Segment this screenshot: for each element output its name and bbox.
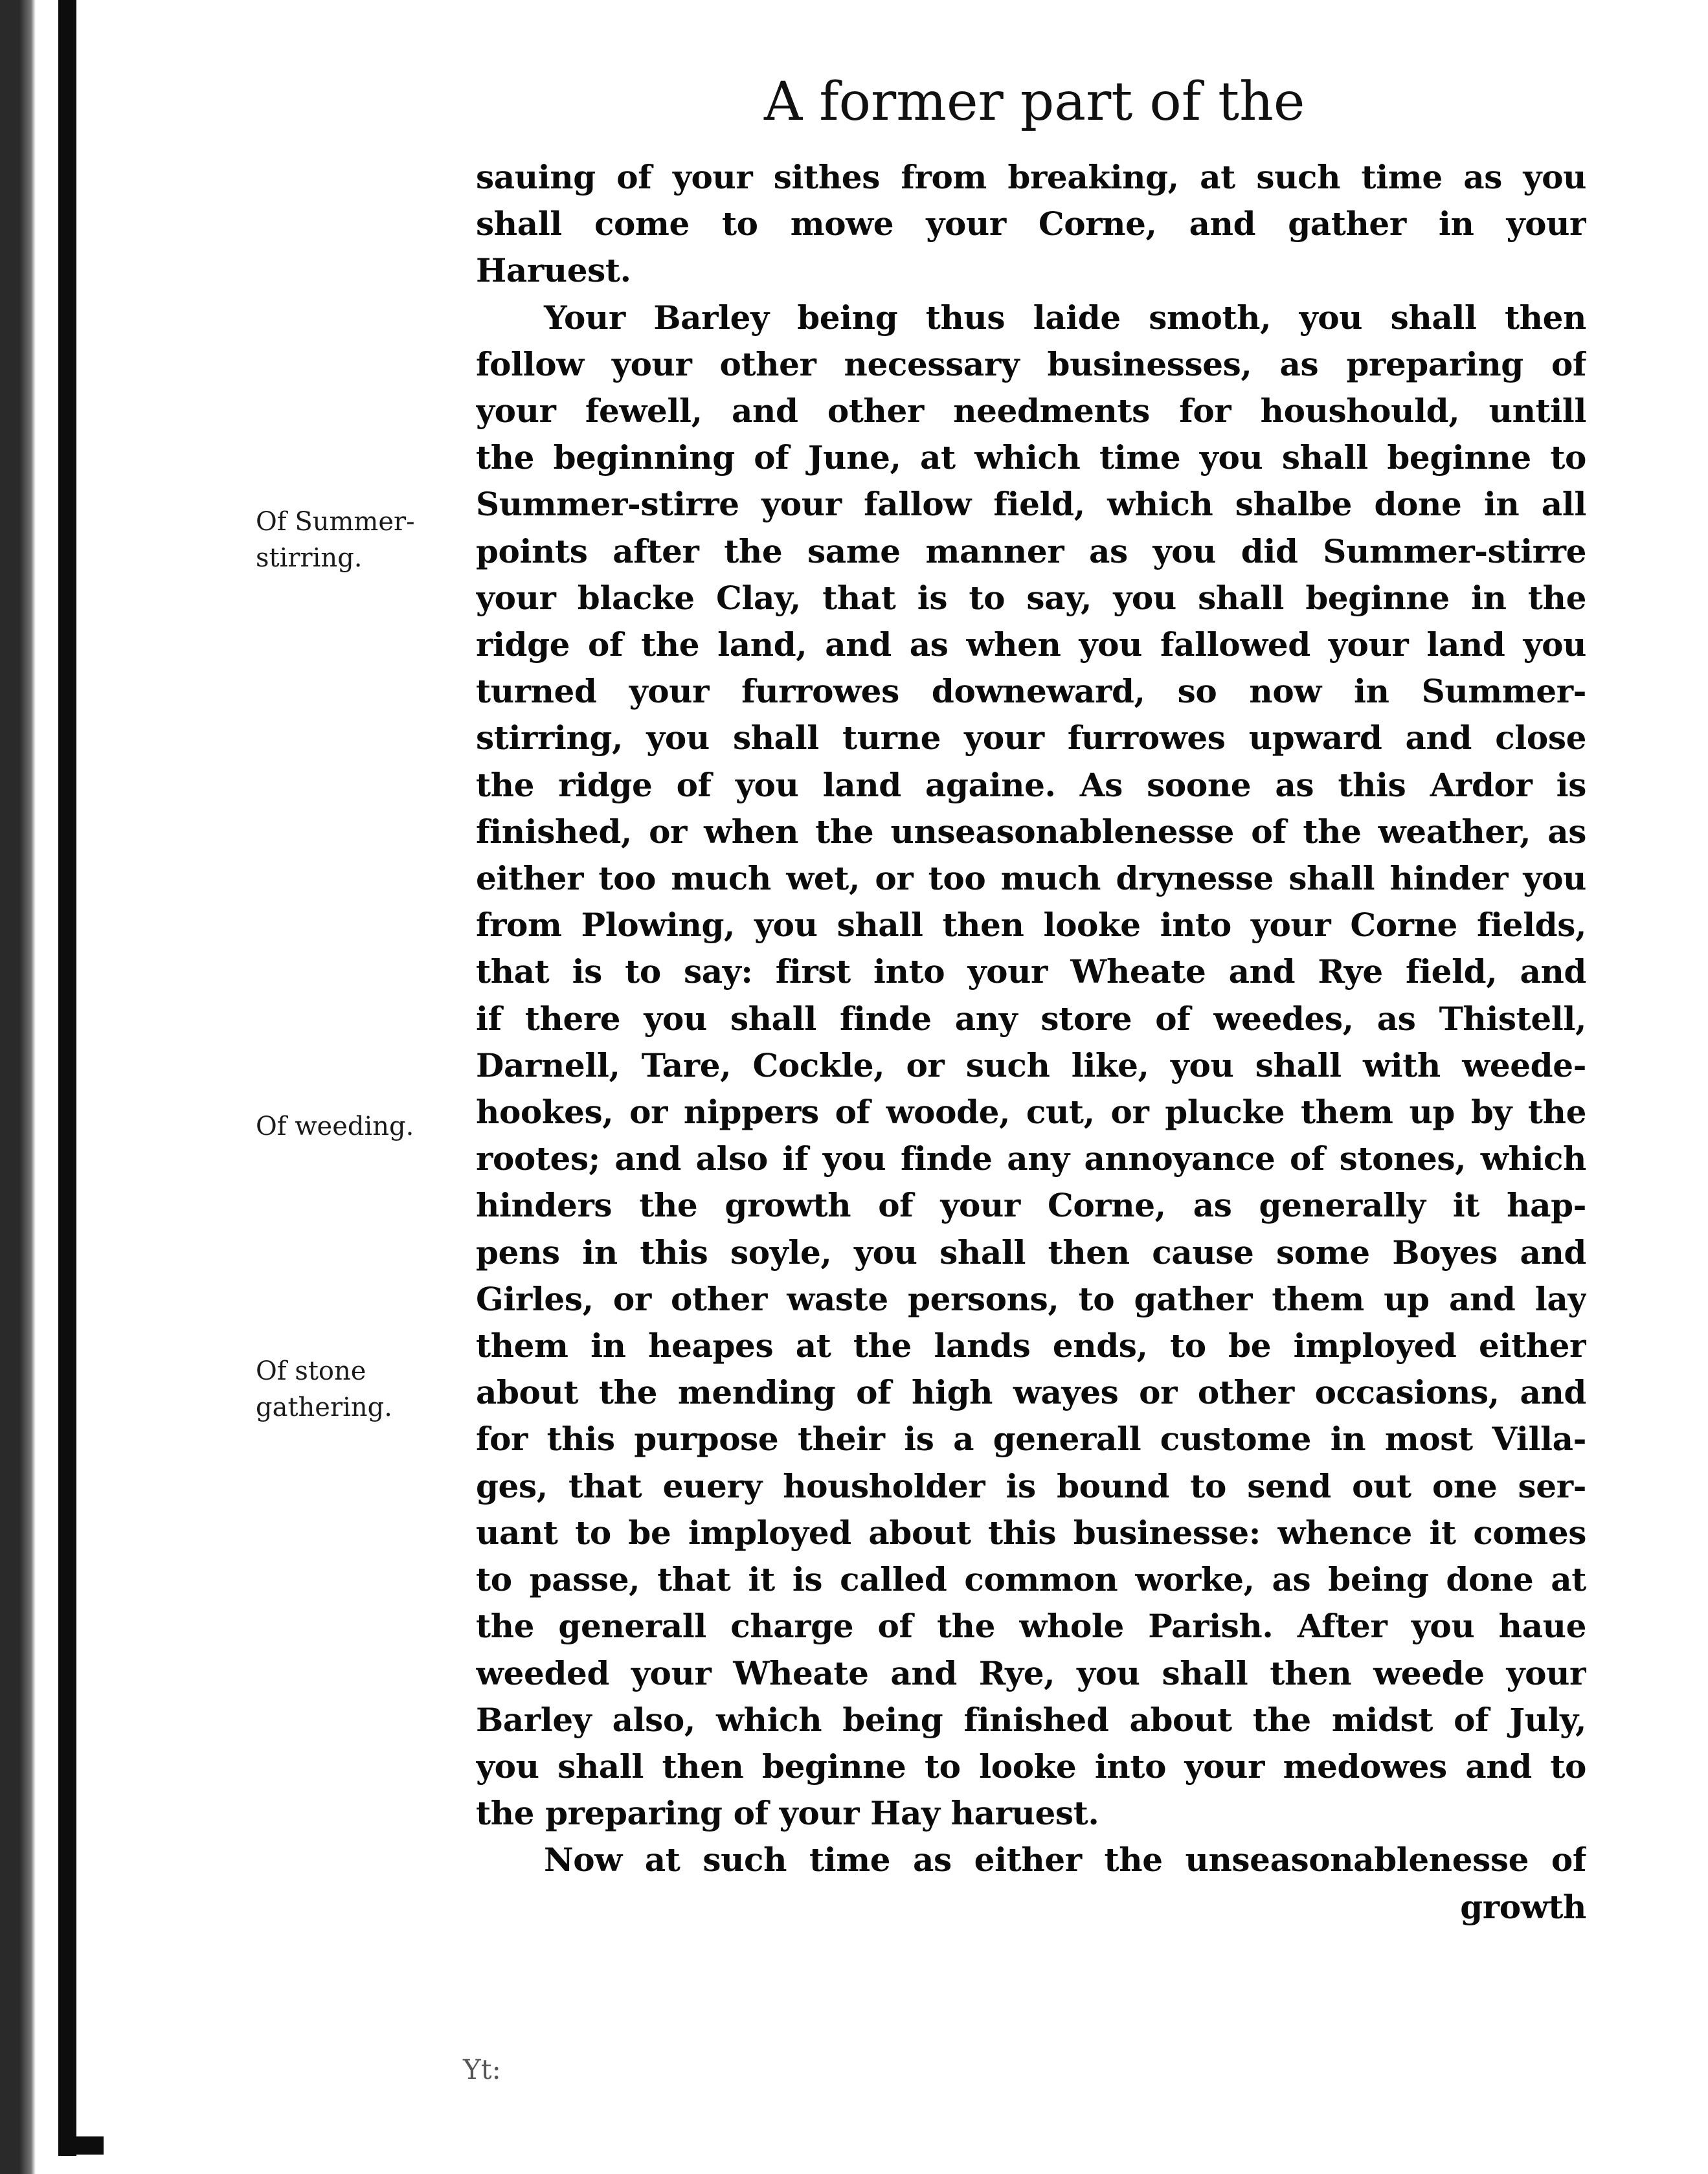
text-line: points after the same manner as you did Summer-stirre — [476, 532, 1586, 570]
margin-note-weeding — [256, 1108, 463, 1145]
text-line: follow your other necessary businesses, as preparing of — [476, 344, 1586, 383]
text-line: ges, that euery housholder is bound to send out one ser- — [476, 1466, 1586, 1505]
text-line: Girles, or other waste persons, to gather them up and lay — [476, 1279, 1586, 1318]
margin-note-stone-gathering — [256, 1353, 463, 1426]
margin-note-line: Of stone — [256, 1356, 366, 1386]
text-line: that is to say: first into your Wheate and Rye field, and — [476, 952, 1586, 991]
text-line: the generall charge of the whole Parish. After you haue — [476, 1607, 1586, 1646]
text-line: turned your furrowes downeward, so now in Summer- — [476, 672, 1586, 711]
text-line: stirring, you shall turne your furrowes upward and close — [476, 719, 1586, 757]
binding-shadow — [0, 0, 36, 2174]
binding-rule-foot — [58, 2136, 104, 2155]
margin-note-summer-stirring — [256, 504, 463, 576]
text-line: pens in this soyle, you shall then cause some Boyes and — [476, 1233, 1586, 1272]
text-line: for this purpose their is a generall custome in most Villa- — [476, 1420, 1586, 1459]
text-line: Barley also, which being finished about the midst of July, — [476, 1700, 1586, 1739]
text-line: about the mending of high wayes or other occasions, and — [476, 1373, 1586, 1412]
text-line: sauing of your sithes from breaking, at such time as you — [476, 158, 1586, 196]
text-line: them in heapes at the lands ends, to be imployed either — [476, 1327, 1586, 1365]
signature-mark: Yt: — [463, 2054, 501, 2085]
text-line: the preparing of your Hay haruest. — [476, 1794, 1099, 1833]
binding-rule — [58, 0, 76, 2156]
text-line: Haruest. — [476, 251, 631, 290]
catchword: growth — [1460, 1887, 1586, 1926]
text-line: the ridge of you land againe. As soone as this Ardor is — [476, 765, 1586, 804]
running-head: A former part of the — [764, 71, 1305, 133]
text-line: from Plowing, you shall then looke into your Corne fields, — [476, 906, 1586, 945]
margin-note-line: gathering. — [256, 1393, 392, 1422]
text-line: you shall then beginne to looke into your medowes and to — [476, 1747, 1586, 1786]
text-line: if there you shall finde any store of weedes, as Thistell, — [476, 999, 1586, 1038]
text-line: rootes; and also if you finde any annoyance of stones, which — [476, 1139, 1586, 1178]
text-line: finished, or when the unseasonablenesse of the weather, as — [476, 812, 1586, 851]
text-line: hookes, or nippers of woode, cut, or plucke them up by the — [476, 1093, 1586, 1132]
margin-note-line: Of weeding. — [256, 1112, 414, 1141]
body-text — [476, 154, 1586, 1931]
text-line: Summer-stirre your fallow field, which shalbe done in all — [476, 485, 1586, 524]
text-line: Now at such time as either the unseasonablenesse of — [544, 1841, 1586, 1879]
text-line: ridge of the land, and as when you fallowed your land you — [476, 625, 1586, 664]
margin-note-line: Of Summer- — [256, 507, 415, 537]
text-line: the beginning of June, at which time you shall beginne to — [476, 438, 1586, 477]
margin-note-line: stirring. — [256, 543, 363, 573]
text-line: Your Barley being thus laide smoth, you shall then — [544, 298, 1586, 337]
text-line: your blacke Clay, that is to say, you shall beginne in the — [476, 578, 1586, 617]
text-line: Darnell, Tare, Cockle, or such like, you shall with weede- — [476, 1046, 1586, 1084]
text-line: to passe, that it is called common worke, as being done at — [476, 1560, 1586, 1599]
text-line: your fewell, and other needments for houshould, untill — [476, 392, 1586, 431]
text-line: uant to be imployed about this businesse: whence it comes — [476, 1513, 1586, 1552]
text-line: shall come to mowe your Corne, and gather in your — [476, 205, 1586, 243]
text-line: either too much wet, or too much drynesse shall hinder you — [476, 859, 1586, 898]
text-line: weeded your Wheate and Rye, you shall then weede your — [476, 1653, 1586, 1692]
text-line: hinders the growth of your Corne, as generally it hap- — [476, 1186, 1586, 1225]
